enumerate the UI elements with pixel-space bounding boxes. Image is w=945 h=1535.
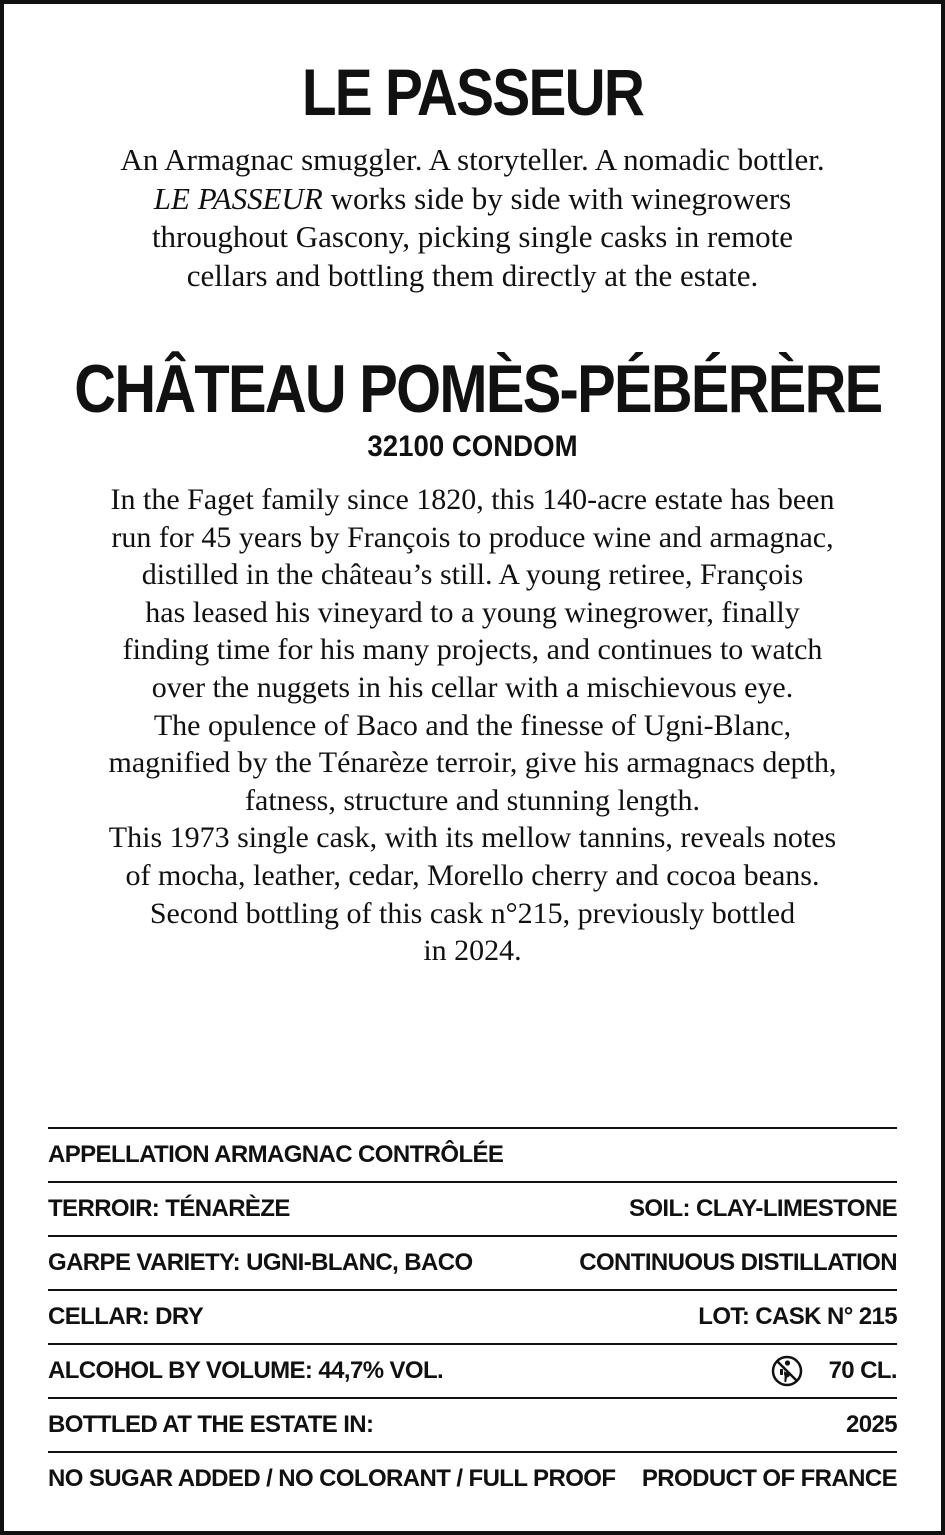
grape-variety: GARPE VARIETY: UGNI-BLANC, BACO (48, 1249, 473, 1276)
intro-line-3: throughout Gascony, picking single casks in remote (151, 219, 794, 254)
story-line: Second bottling of this cask n°215, previously bottled (149, 896, 796, 930)
details-row-appellation (48, 1129, 897, 1183)
story-line: The opulence of Baco and the finesse of Ugni-Blanc, (153, 708, 792, 742)
story-line: fatness, structure and stunning length. (245, 783, 700, 817)
story-line: over the nuggets in his cellar with a mischievous eye. (151, 670, 794, 704)
story-line: This 1973 single cask, with its mellow tannins, reveals notes (108, 821, 837, 855)
brand-intro (34, 141, 911, 295)
no-pregnant-alcohol-icon (771, 1355, 803, 1387)
origin: PRODUCT OF FRANCE (641, 1465, 897, 1492)
appellation: APPELLATION ARMAGNAC CONTRÔLÉE (48, 1141, 504, 1168)
story-line: of mocha, leather, cedar, Morello cherry and cocoa beans. (125, 858, 820, 892)
bottled-year: 2025 (846, 1411, 897, 1438)
details-row-abv (48, 1345, 897, 1399)
story-line: finding time for his many projects, and continues to watch (122, 633, 823, 667)
story-line: magnified by the Ténarèze terroir, give his armagnacs depth, (108, 746, 837, 780)
claims: NO SUGAR ADDED / NO COLORANT / FULL PROOF (48, 1465, 616, 1492)
story-line: has leased his vineyard to a young winegrower, finally (145, 595, 800, 629)
story-line: in 2024. (423, 934, 522, 968)
details-row-grape (48, 1237, 897, 1291)
details-row-terroir (48, 1183, 897, 1237)
lot: LOT: CASK N° 215 (698, 1303, 897, 1330)
story-line: In the Faget family since 1820, this 140-acre estate has been (110, 483, 835, 516)
estate-location: 32100 CONDOM (367, 430, 578, 463)
alcohol-by-volume: ALCOHOL BY VOLUME: 44,7% VOL. (48, 1357, 444, 1384)
details-row-bottled (48, 1399, 897, 1453)
details-row-cellar (48, 1291, 897, 1345)
cellar: CELLAR: DRY (48, 1303, 204, 1330)
intro-line-2-rest: works side by side with winegrowers (322, 180, 792, 216)
soil: SOIL: CLAY-LIMESTONE (628, 1195, 897, 1222)
story-line: distilled in the château’s still. A young retiree, François (141, 558, 804, 592)
bottled-label: BOTTLED AT THE ESTATE IN: (48, 1411, 374, 1438)
distillation: CONTINUOUS DISTILLATION (579, 1249, 897, 1276)
estate-name: CHÂTEAU POMÈS-PÉBÉRÈRE (74, 351, 882, 427)
intro-line-4: cellars and bottling them directly at the estate. (186, 257, 759, 293)
terroir: TERROIR: TÉNARÈZE (48, 1195, 290, 1222)
bottle-volume: 70 CL. (828, 1357, 897, 1384)
brand-title: LE PASSEUR (301, 55, 644, 129)
details-row-claims (48, 1453, 897, 1505)
intro-line-1: An Armagnac smuggler. A storyteller. A nomadic bottler. (120, 142, 825, 177)
estate-story (34, 481, 911, 970)
story-line: run for 45 years by François to produce wine and armagnac, (111, 520, 834, 554)
intro-brand-italic: LE PASSEUR (153, 180, 323, 216)
details-table (48, 1127, 897, 1505)
intro-line-2 (34, 180, 911, 219)
